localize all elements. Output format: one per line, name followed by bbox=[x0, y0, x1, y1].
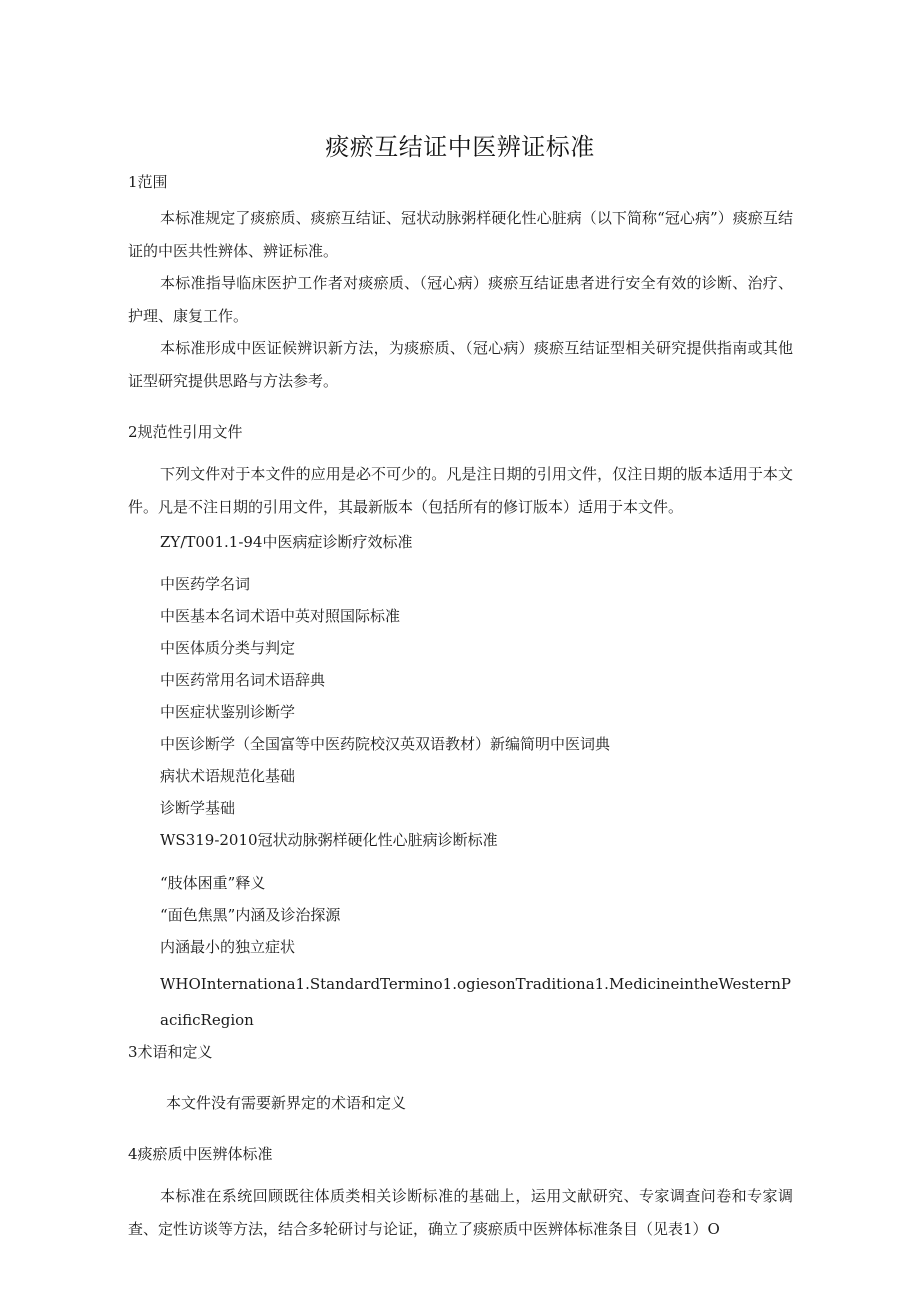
reference-item: 中医体质分类与判定 bbox=[160, 639, 296, 657]
reference-item: 中医症状鉴别诊断学 bbox=[160, 703, 296, 721]
constitution-standard-paragraph: 本标准在系统回顾既往体质类相关诊断标准的基础上，运用文献研究、专家调查问卷和专家调查、定性访谈等方法，结合多轮研讨与论证，确立了痰瘀质中医辨体标准条目（见表1）O bbox=[128, 1187, 793, 1238]
terms-statement: 本文件没有需要新界定的术语和定义 bbox=[166, 1094, 407, 1112]
reference-item: 内涵最小的独立症状 bbox=[160, 938, 296, 956]
reference-item: 诊断学基础 bbox=[160, 799, 236, 817]
references-intro-paragraph: 下列文件对于本文件的应用是必不可少的。凡是注日期的引用文件，仅注日期的版本适用于本文件。凡是不注日期的引用文件，其最新版本（包括所有的修订版本）适用于本文件。 bbox=[128, 465, 793, 516]
who-reference-item bbox=[160, 966, 793, 1038]
reference-item: 中医药常用名词术语辞典 bbox=[160, 671, 326, 689]
reference-item: 中医基本名词术语中英对照国际标准 bbox=[160, 607, 401, 625]
scope-paragraph-2: 本标准指导临床医护工作者对痰瘀质、（冠心病）痰瘀互结证患者进行安全有效的诊断、治疗、护理、康复工作。 bbox=[128, 274, 793, 325]
reference-item: “肢体困重”释义 bbox=[160, 874, 266, 892]
scope-paragraph-1: 本标准规定了痰瘀质、痰瘀互结证、冠状动脉粥样硬化性心脏病（以下简称“冠心病”）痰瘀互结证的中医共性辨体、辨证标准。 bbox=[128, 209, 793, 260]
section-heading-constitution-standard: 4痰瘀质中医辨体标准 bbox=[128, 1145, 273, 1163]
reference-item: 病状术语规范化基础 bbox=[160, 767, 296, 785]
document-title: 痰瘀互结证中医辨证标准 bbox=[325, 133, 595, 161]
who-reference-text: WHOInternationa1.StandardTermino1.ogiesonTraditiona1.MedicineintheWesternPacificRegion bbox=[160, 975, 791, 1029]
section-heading-terms-and-definitions: 3术语和定义 bbox=[128, 1043, 213, 1061]
section-heading-normative-references: 2规范性引用文件 bbox=[128, 423, 243, 441]
reference-item: WS319-2010冠状动脉粥样硬化性心脏病诊断标准 bbox=[160, 831, 498, 849]
reference-item: 中医诊断学（全国富等中医药院校汉英双语教材）新编简明中医词典 bbox=[160, 735, 611, 753]
scope-paragraph-3: 本标准形成中医证候辨识新方法，为痰瘀质、（冠心病）痰瘀互结证型相关研究提供指南或其他证型研究提供思路与方法参考。 bbox=[128, 339, 793, 390]
reference-item: 中医药学名词 bbox=[160, 575, 251, 593]
reference-item: “面色焦黑”内涵及诊治探源 bbox=[160, 906, 341, 924]
section-heading-scope: 1范围 bbox=[128, 173, 168, 191]
reference-item: ZY/T001.1-94中医病症诊断疗效标准 bbox=[160, 533, 413, 551]
